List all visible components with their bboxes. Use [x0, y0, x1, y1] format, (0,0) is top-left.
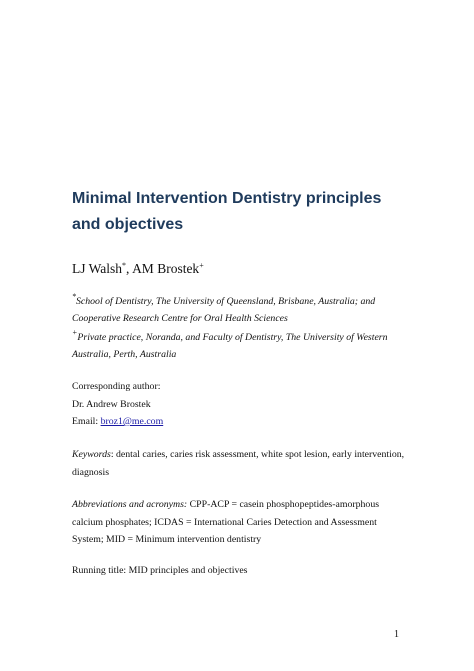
keywords-block: [72, 446, 405, 481]
paper-title: [72, 186, 432, 238]
page-number: 1: [394, 629, 399, 640]
affiliation-1-line-2: Cooperative Research Centre for Oral Health Sciences: [72, 312, 288, 324]
affiliation-1-line-1: School of Dentistry, The University of Queensland, Brisbane, Australia; and: [76, 296, 376, 307]
author-walsh: LJ Walsh: [72, 261, 123, 276]
keywords-text-line-1: : dental caries, caries risk assessment, white spot lesion, early intervention,: [110, 449, 405, 460]
correspondence-block: [72, 378, 402, 431]
running-title: Running title: MID principles and objectives: [72, 565, 248, 576]
paper-title-line-1: Minimal Intervention Dentistry principles: [72, 190, 382, 207]
abbreviations-text-line-2: calcium phosphates; ICDAS = International Caries Detection and Assessment: [72, 516, 377, 528]
keywords-text-line-2: diagnosis: [72, 466, 110, 478]
keywords-label: Keywords: [72, 449, 111, 460]
affiliation-1-mark: *: [72, 292, 76, 301]
author-brostek-affiliation-mark: +: [199, 261, 204, 270]
abbreviations-text-line-1: CPP-ACP = casein phosphopeptides-amorphous: [187, 499, 380, 510]
abbreviations-label: Abbreviations and acronyms:: [72, 499, 188, 510]
paper-title-line-2: and objectives: [72, 216, 184, 233]
email-label: Email:: [72, 416, 101, 427]
affiliation-2-line-1: Private practice, Noranda, and Faculty of Dentistry, The University of Western: [77, 332, 388, 343]
author-list: [72, 260, 204, 278]
affiliation-2-mark: +: [72, 328, 78, 337]
affiliation-2: [72, 330, 412, 363]
affiliation-2-line-2: Australia, Perth, Australia: [72, 348, 177, 360]
correspondence-name: Dr. Andrew Brostek: [72, 398, 151, 410]
abbreviations-text-line-3: System; MID = Minimum intervention dentistry: [72, 534, 262, 545]
email-link[interactable]: broz1@me.com: [100, 416, 164, 427]
author-separator: ,: [126, 261, 133, 276]
author-brostek: AM Brostek: [132, 261, 200, 276]
abbreviations-block: [72, 496, 402, 549]
correspondence-heading: Corresponding author:: [72, 381, 161, 392]
affiliation-1: [72, 294, 412, 327]
author-walsh-affiliation-mark: *: [122, 261, 127, 270]
